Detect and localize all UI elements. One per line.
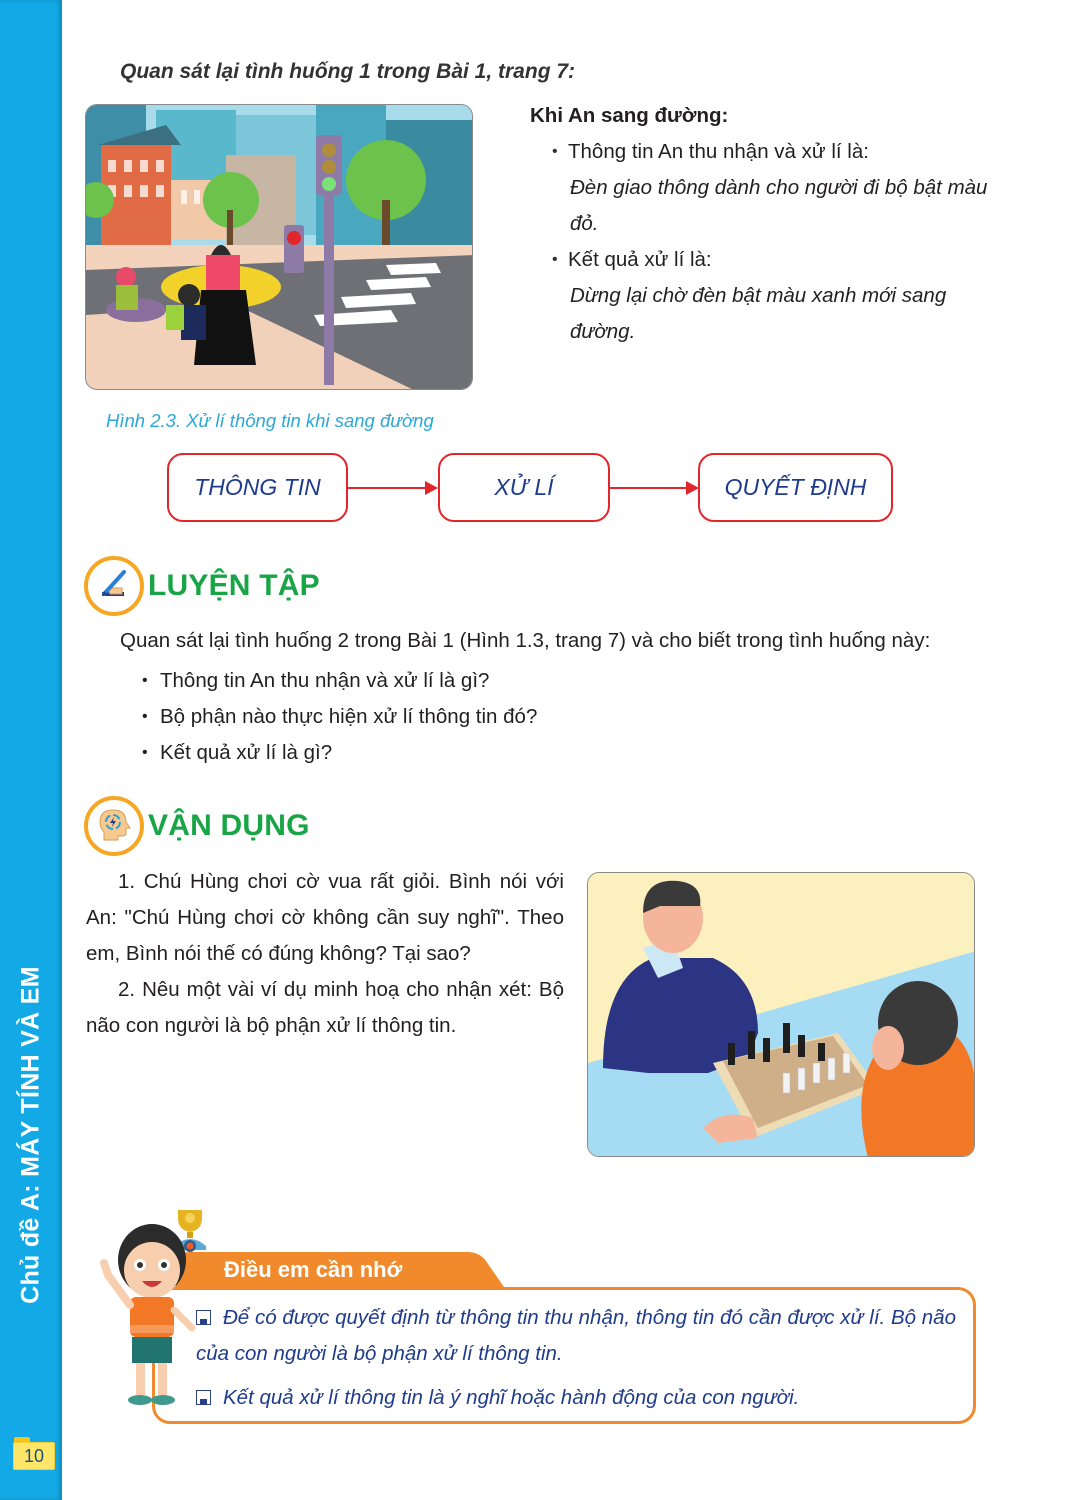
practice-questions bbox=[140, 663, 537, 771]
remember-item-text: Kết quả xử lí thông tin là ý nghĩ hoặc hành động của con người. bbox=[223, 1386, 800, 1409]
case-item-label: • Kết quả xử lí là: bbox=[530, 242, 990, 278]
floppy-disk-icon bbox=[196, 1390, 211, 1405]
arrow-right-icon bbox=[348, 487, 436, 489]
practice-title: LUYỆN TẬP bbox=[148, 569, 320, 602]
intro-heading: Quan sát lại tình huống 1 trong Bài 1, trang 7: bbox=[120, 60, 576, 83]
chapter-title: Chủ đề A: MÁY TÍNH VÀ EM bbox=[16, 966, 45, 1304]
apply-questions bbox=[86, 864, 564, 1044]
case-item-answer: Đèn giao thông dành cho người đi bộ bật màu đỏ. bbox=[570, 176, 988, 235]
flow-step-processing: XỬ LÍ bbox=[438, 453, 610, 522]
arrow-right-icon bbox=[610, 487, 697, 489]
page-number: 10 bbox=[13, 1442, 55, 1470]
flow-step-decision: QUYẾT ĐỊNH bbox=[698, 453, 893, 522]
case-description bbox=[530, 98, 990, 350]
case-title: Khi An sang đường: bbox=[530, 104, 729, 127]
practice-question: • Bộ phận nào thực hiện xử lí thông tin đó? bbox=[140, 699, 537, 735]
case-item-answer: Dừng lại chờ đèn bật màu xanh mới sang đường. bbox=[570, 284, 947, 343]
apply-title: VẬN DỤNG bbox=[148, 809, 310, 842]
practice-question: • Kết quả xử lí là gì? bbox=[140, 735, 537, 771]
chapter-sidebar bbox=[0, 0, 62, 1500]
remember-title: Điều em cần nhớ bbox=[224, 1257, 403, 1282]
page-number-badge bbox=[13, 1437, 55, 1471]
practice-section-header bbox=[84, 556, 320, 616]
remember-item bbox=[196, 1380, 799, 1416]
practice-intro: Quan sát lại tình huống 2 trong Bài 1 (Hình 1.3, trang 7) và cho biết trong tình huống này: bbox=[120, 629, 931, 652]
chess-game-illustration bbox=[587, 872, 975, 1157]
apply-section-header bbox=[84, 796, 310, 856]
apply-question: 2. Nêu một vài ví dụ minh hoạ cho nhận xét: Bộ não con người là bộ phận xử lí thông tin. bbox=[86, 978, 564, 1037]
figure-caption: Hình 2.3. Xử lí thông tin khi sang đường bbox=[106, 410, 434, 431]
boy-character-illustration bbox=[92, 1205, 202, 1415]
practice-question: • Thông tin An thu nhận và xử lí là gì? bbox=[140, 663, 537, 699]
floppy-disk-icon bbox=[196, 1310, 211, 1325]
remember-item bbox=[196, 1300, 956, 1372]
flow-step-information: THÔNG TIN bbox=[167, 453, 348, 522]
street-crossing-illustration bbox=[85, 104, 473, 390]
brain-head-icon bbox=[84, 796, 144, 856]
apply-question: 1. Chú Hùng chơi cờ vua rất giỏi. Bình nói với An: "Chú Hùng chơi cờ không cần suy nghĩ". Theo em, Bình nói thế có đúng không? Tại sao? bbox=[86, 870, 564, 965]
case-item-label: • Thông tin An thu nhận và xử lí là: bbox=[530, 134, 990, 170]
pen-hand-icon bbox=[84, 556, 144, 616]
remember-item-text: Để có được quyết định từ thông tin thu nhận, thông tin đó cần được xử lí. Bộ não của con người là bộ phận xử lí thông tin. bbox=[196, 1306, 956, 1365]
